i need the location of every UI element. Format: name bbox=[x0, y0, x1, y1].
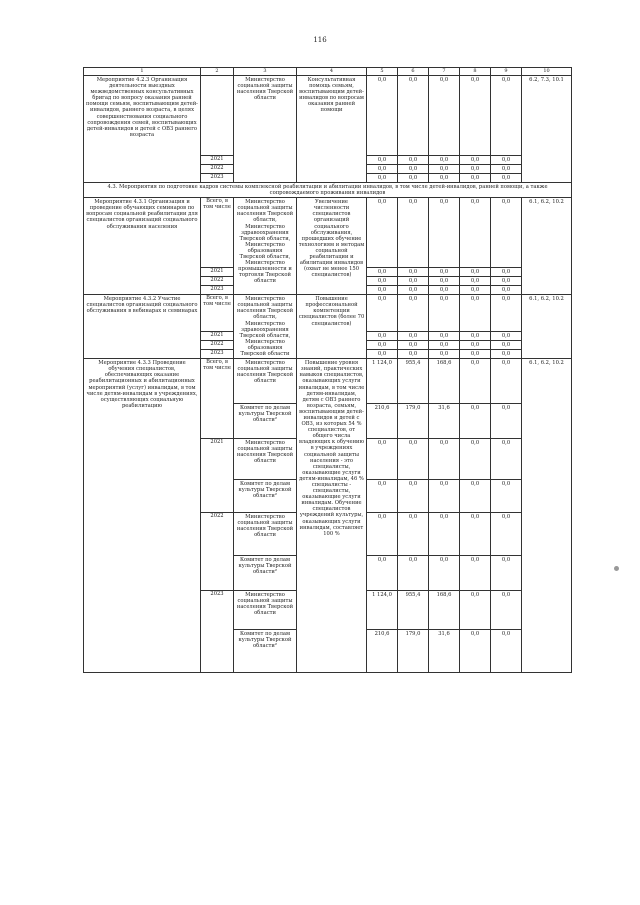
responsible-org: Министерство социальной защиты населения Тверской области bbox=[234, 359, 297, 404]
value-cell: 0,0 bbox=[460, 350, 491, 359]
year-cell: Всего, в том числе bbox=[201, 359, 234, 439]
responsible-org: Комитет по делам культуры Тверской области² bbox=[234, 630, 297, 673]
value-cell: 0,0 bbox=[460, 173, 491, 182]
value-cell: 0,0 bbox=[429, 277, 460, 286]
value-cell: 0,0 bbox=[460, 591, 491, 630]
value-cell: 0,0 bbox=[429, 164, 460, 173]
value-cell: 0,0 bbox=[367, 480, 398, 513]
value-cell: 0,0 bbox=[398, 267, 429, 276]
value-cell: 0,0 bbox=[398, 350, 429, 359]
responsible-org: Министерство социальной защиты населения Тверской области bbox=[234, 591, 297, 630]
value-cell: 0,0 bbox=[491, 164, 522, 173]
year-cell: 2022 bbox=[201, 164, 234, 173]
value-cell: 0,0 bbox=[398, 173, 429, 182]
column-number: 6 bbox=[398, 68, 429, 76]
column-number: 1 bbox=[84, 68, 201, 76]
value-cell: 210,6 bbox=[367, 404, 398, 439]
value-cell: 0,0 bbox=[367, 439, 398, 480]
value-cell: 0,0 bbox=[491, 591, 522, 630]
value-cell: 0,0 bbox=[491, 286, 522, 295]
value-cell: 1 124,0 bbox=[367, 591, 398, 630]
value-cell: 0,0 bbox=[491, 556, 522, 591]
value-cell: 0,0 bbox=[398, 513, 429, 556]
value-cell: 0,0 bbox=[460, 480, 491, 513]
year-cell bbox=[201, 76, 234, 156]
value-cell: 0,0 bbox=[491, 439, 522, 480]
column-number: 8 bbox=[460, 68, 491, 76]
value-cell: 0,0 bbox=[460, 76, 491, 156]
value-cell: 0,0 bbox=[491, 155, 522, 164]
value-cell: 0,0 bbox=[367, 173, 398, 182]
value-cell: 0,0 bbox=[367, 556, 398, 591]
value-cell: 0,0 bbox=[460, 286, 491, 295]
value-cell: 0,0 bbox=[367, 286, 398, 295]
value-cell: 0,0 bbox=[491, 173, 522, 182]
value-cell: 0,0 bbox=[491, 480, 522, 513]
value-cell: 0,0 bbox=[429, 556, 460, 591]
indicator: Повышение профессиональной компетенции специалистов (более 70 специалистов) bbox=[297, 295, 367, 359]
value-cell: 0,0 bbox=[398, 198, 429, 268]
responsible-org: Комитет по делам культуры Тверской области² bbox=[234, 404, 297, 439]
value-cell: 0,0 bbox=[367, 155, 398, 164]
value-cell: 1 124,0 bbox=[367, 359, 398, 404]
year-cell: 2022 bbox=[201, 277, 234, 286]
table-row bbox=[84, 68, 572, 76]
year-cell: 2023 bbox=[201, 173, 234, 182]
value-cell: 0,0 bbox=[491, 267, 522, 276]
value-cell: 31,6 bbox=[429, 630, 460, 673]
value-cell: 0,0 bbox=[367, 198, 398, 268]
activity-name: Мероприятие 4.3.1 Организация и проведение обучающих семинаров по вопросам социальной реабилитации для специалистов организаций социального обслуживания населения bbox=[84, 198, 201, 295]
year-cell: 2021 bbox=[201, 267, 234, 276]
value-cell: 0,0 bbox=[367, 164, 398, 173]
column-number: 3 bbox=[234, 68, 297, 76]
value-cell: 0,0 bbox=[460, 277, 491, 286]
year-cell: 2023 bbox=[201, 350, 234, 359]
year-cell: 2022 bbox=[201, 340, 234, 349]
value-cell: 0,0 bbox=[398, 439, 429, 480]
value-cell: 0,0 bbox=[460, 198, 491, 268]
column-number: 10 bbox=[522, 68, 572, 76]
value-cell: 0,0 bbox=[398, 76, 429, 156]
value-cell: 0,0 bbox=[398, 155, 429, 164]
value-cell: 0,0 bbox=[398, 480, 429, 513]
value-cell: 0,0 bbox=[491, 331, 522, 340]
value-cell: 0,0 bbox=[460, 630, 491, 673]
value-cell: 0,0 bbox=[491, 277, 522, 286]
scan-mark bbox=[614, 566, 619, 571]
value-cell: 955,4 bbox=[398, 359, 429, 404]
value-cell: 0,0 bbox=[429, 295, 460, 332]
value-cell: 0,0 bbox=[491, 513, 522, 556]
value-cell: 0,0 bbox=[367, 513, 398, 556]
year-cell: 2023 bbox=[201, 286, 234, 295]
value-cell: 0,0 bbox=[367, 267, 398, 276]
value-cell: 0,0 bbox=[398, 286, 429, 295]
value-cell: 0,0 bbox=[429, 286, 460, 295]
indicator-links: 6.1, 6.2, 10.2 bbox=[522, 359, 572, 673]
indicator: Консультативная помощь семьям, воспитывающим детей-инвалидов по вопросам оказания ранней помощи bbox=[297, 76, 367, 183]
value-cell: 210,6 bbox=[367, 630, 398, 673]
year-cell: 2021 bbox=[201, 155, 234, 164]
value-cell: 0,0 bbox=[429, 198, 460, 268]
value-cell: 0,0 bbox=[367, 76, 398, 156]
responsible-org: Министерство социальной защиты населения Тверской области bbox=[234, 513, 297, 556]
value-cell: 0,0 bbox=[398, 340, 429, 349]
value-cell: 0,0 bbox=[491, 350, 522, 359]
year-cell: 2021 bbox=[201, 331, 234, 340]
year-cell: Всего, в том числе bbox=[201, 295, 234, 332]
indicator: Повышение уровня знаний, практических навыков специалистов, оказывающих услуги инвалидам, в том числе детям-инвалидам, детям с ОВЗ раннего возраста, семьям, воспитывающим детей-инвалидов и детей с ОВЗ, из которых 54 % специалистов, от общего числа владеющих к обучению в учреждениях социальной защиты населения - это специалисты, оказывающие услуги детям-инвалидам, 46 % специалисты - специалисты, оказывающие услуги инвалидам. Обучение специалистов учреждений культуры, оказывающих услуги инвалидам, составляет 100 % bbox=[297, 359, 367, 673]
column-number: 5 bbox=[367, 68, 398, 76]
activity-name: Мероприятие 4.3.3 Проведение обучения специалистов, обеспечивающих оказание реабилитационных и абилитационных мероприятий (услуг) инвалидам, в том числе детям-инвалидам в учреждениях, осуществляющих социальную реабилитацию bbox=[84, 359, 201, 673]
value-cell: 0,0 bbox=[367, 295, 398, 332]
value-cell: 0,0 bbox=[429, 155, 460, 164]
table-row bbox=[84, 183, 572, 198]
value-cell: 0,0 bbox=[398, 295, 429, 332]
value-cell: 0,0 bbox=[429, 331, 460, 340]
value-cell: 0,0 bbox=[429, 76, 460, 156]
table-row bbox=[84, 76, 572, 156]
value-cell: 0,0 bbox=[367, 340, 398, 349]
table-row bbox=[84, 295, 572, 332]
year-cell: Всего, в том числе bbox=[201, 198, 234, 268]
responsible-org: Министерство социальной защиты населения Тверской области, Министерство здравоохранения Тверской области, Министерство образования Тверской области bbox=[234, 295, 297, 359]
section-heading: 4.3. Мероприятия по подготовке кадров системы комплексной реабилитации и абилитации инвалидов, в том числе детей-инвалидов, ранней помощи, а также сопровождаемого проживания инвалидов bbox=[84, 183, 572, 198]
value-cell: 0,0 bbox=[460, 164, 491, 173]
value-cell: 0,0 bbox=[429, 480, 460, 513]
responsible-org: Комитет по делам культуры Тверской области² bbox=[234, 556, 297, 591]
value-cell: 0,0 bbox=[491, 198, 522, 268]
program-table bbox=[83, 67, 572, 673]
value-cell: 0,0 bbox=[367, 277, 398, 286]
value-cell: 0,0 bbox=[460, 439, 491, 480]
value-cell: 0,0 bbox=[491, 630, 522, 673]
value-cell: 0,0 bbox=[491, 404, 522, 439]
value-cell: 0,0 bbox=[460, 331, 491, 340]
value-cell: 0,0 bbox=[398, 331, 429, 340]
value-cell: 0,0 bbox=[398, 164, 429, 173]
column-number: 2 bbox=[201, 68, 234, 76]
column-number: 4 bbox=[297, 68, 367, 76]
value-cell: 0,0 bbox=[429, 267, 460, 276]
column-number: 7 bbox=[429, 68, 460, 76]
value-cell: 0,0 bbox=[491, 340, 522, 349]
value-cell: 0,0 bbox=[429, 173, 460, 182]
value-cell: 0,0 bbox=[460, 513, 491, 556]
value-cell: 0,0 bbox=[460, 359, 491, 404]
year-cell: 2021 bbox=[201, 439, 234, 513]
column-number: 9 bbox=[491, 68, 522, 76]
value-cell: 0,0 bbox=[429, 513, 460, 556]
value-cell: 0,0 bbox=[491, 359, 522, 404]
value-cell: 0,0 bbox=[429, 439, 460, 480]
value-cell: 31,6 bbox=[429, 404, 460, 439]
indicator-links: 6.2, 7.3, 10.1 bbox=[522, 76, 572, 183]
value-cell: 0,0 bbox=[460, 340, 491, 349]
value-cell: 0,0 bbox=[398, 277, 429, 286]
value-cell: 0,0 bbox=[491, 295, 522, 332]
responsible-org: Комитет по делам культуры Тверской области² bbox=[234, 480, 297, 513]
value-cell: 0,0 bbox=[460, 295, 491, 332]
table-row bbox=[84, 198, 572, 268]
activity-name: Мероприятие 4.2.3 Организация деятельности выездных межведомственных консультативных бригад по вопросу оказания ранней помощи семьям, воспитывающим детей-инвалидов, раннего возраста, в целях совершенствования социального сопровождения семей, воспитывающих детей-инвалидов и детей с ОВЗ раннего возраста bbox=[84, 76, 201, 183]
value-cell: 0,0 bbox=[367, 331, 398, 340]
year-cell: 2023 bbox=[201, 591, 234, 673]
value-cell: 955,4 bbox=[398, 591, 429, 630]
indicator-links: 6.1, 6.2, 10.2 bbox=[522, 295, 572, 359]
table-row bbox=[84, 359, 572, 404]
page-number: 116 bbox=[313, 36, 327, 44]
indicator-links: 6.1, 6.2, 10.2 bbox=[522, 198, 572, 295]
value-cell: 0,0 bbox=[429, 350, 460, 359]
value-cell: 0,0 bbox=[429, 340, 460, 349]
responsible-org: Министерство социальной защиты населения Тверской области bbox=[234, 76, 297, 183]
value-cell: 168,6 bbox=[429, 359, 460, 404]
value-cell: 179,0 bbox=[398, 404, 429, 439]
value-cell: 0,0 bbox=[460, 155, 491, 164]
activity-name: Мероприятие 4.3.2 Участие специалистов организаций социального обслуживания в вебинарах и семинарах bbox=[84, 295, 201, 359]
value-cell: 0,0 bbox=[491, 76, 522, 156]
value-cell: 0,0 bbox=[398, 556, 429, 591]
responsible-org: Министерство социальной защиты населения Тверской области bbox=[234, 439, 297, 480]
value-cell: 168,6 bbox=[429, 591, 460, 630]
value-cell: 179,0 bbox=[398, 630, 429, 673]
value-cell: 0,0 bbox=[460, 267, 491, 276]
value-cell: 0,0 bbox=[460, 556, 491, 591]
value-cell: 0,0 bbox=[460, 404, 491, 439]
year-cell: 2022 bbox=[201, 513, 234, 591]
value-cell: 0,0 bbox=[367, 350, 398, 359]
responsible-org: Министерство социальной защиты населения Тверской области, Министерство здравоохранения Тверской области, Министерство образования Тверской области, Министерство промышленности и торговли Тверской области bbox=[234, 198, 297, 295]
indicator: Увеличение численности специалистов организаций социального обслуживания, прошедших обучение технологиям и методам социальной реабилитации и абилитации инвалидов (охват не менее 150 специалистов) bbox=[297, 198, 367, 295]
